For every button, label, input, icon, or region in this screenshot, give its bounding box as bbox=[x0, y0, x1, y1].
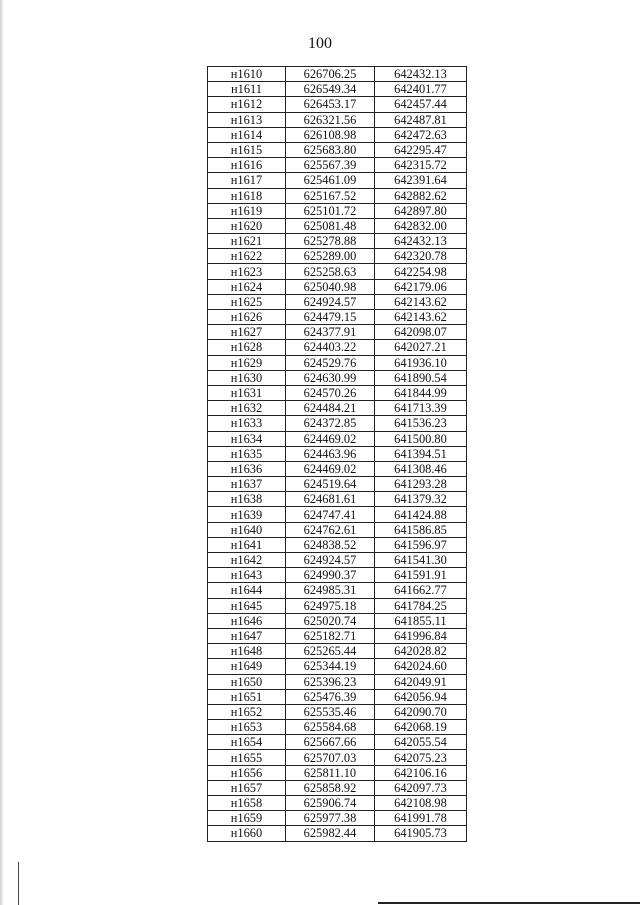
x-coordinate-cell: 625081.48 bbox=[286, 218, 375, 233]
table-row bbox=[208, 294, 467, 309]
point-id-cell: н1637 bbox=[208, 477, 286, 492]
y-coordinate-cell: 641536.23 bbox=[375, 416, 467, 431]
point-id-cell: н1619 bbox=[208, 203, 286, 218]
scan-edge-left bbox=[0, 0, 4, 905]
table-row bbox=[208, 704, 467, 719]
point-id-cell: н1617 bbox=[208, 173, 286, 188]
y-coordinate-cell: 642108.98 bbox=[375, 796, 467, 811]
table-row bbox=[208, 553, 467, 568]
point-id-cell: н1646 bbox=[208, 613, 286, 628]
y-coordinate-cell: 642075.23 bbox=[375, 750, 467, 765]
x-coordinate-cell: 625167.52 bbox=[286, 188, 375, 203]
x-coordinate-cell: 625289.00 bbox=[286, 249, 375, 264]
table-row bbox=[208, 598, 467, 613]
x-coordinate-cell: 624838.52 bbox=[286, 537, 375, 552]
point-id-cell: н1659 bbox=[208, 811, 286, 826]
y-coordinate-cell: 641905.73 bbox=[375, 826, 467, 841]
y-coordinate-cell: 641424.88 bbox=[375, 507, 467, 522]
x-coordinate-cell: 625584.68 bbox=[286, 720, 375, 735]
table-row bbox=[208, 689, 467, 704]
table-row bbox=[208, 127, 467, 142]
y-coordinate-cell: 642401.77 bbox=[375, 82, 467, 97]
point-id-cell: н1615 bbox=[208, 142, 286, 157]
x-coordinate-cell: 624570.26 bbox=[286, 385, 375, 400]
y-coordinate-cell: 642106.16 bbox=[375, 765, 467, 780]
x-coordinate-cell: 624469.02 bbox=[286, 431, 375, 446]
x-coordinate-cell: 625278.88 bbox=[286, 234, 375, 249]
x-coordinate-cell: 626108.98 bbox=[286, 127, 375, 142]
table-row bbox=[208, 385, 467, 400]
y-coordinate-cell: 642320.78 bbox=[375, 249, 467, 264]
point-id-cell: н1613 bbox=[208, 112, 286, 127]
point-id-cell: н1653 bbox=[208, 720, 286, 735]
y-coordinate-cell: 642295.47 bbox=[375, 142, 467, 157]
point-id-cell: н1643 bbox=[208, 568, 286, 583]
x-coordinate-cell: 625101.72 bbox=[286, 203, 375, 218]
point-id-cell: н1627 bbox=[208, 325, 286, 340]
y-coordinate-cell: 641586.85 bbox=[375, 522, 467, 537]
x-coordinate-cell: 624519.64 bbox=[286, 477, 375, 492]
table-row bbox=[208, 264, 467, 279]
table-row bbox=[208, 750, 467, 765]
y-coordinate-cell: 642487.81 bbox=[375, 112, 467, 127]
table-row bbox=[208, 158, 467, 173]
table-row bbox=[208, 583, 467, 598]
point-id-cell: н1611 bbox=[208, 82, 286, 97]
x-coordinate-cell: 625683.80 bbox=[286, 142, 375, 157]
scan-line-left bbox=[18, 862, 19, 905]
x-coordinate-cell: 624529.76 bbox=[286, 355, 375, 370]
table-row bbox=[208, 628, 467, 643]
table-row bbox=[208, 674, 467, 689]
x-coordinate-cell: 625020.74 bbox=[286, 613, 375, 628]
y-coordinate-cell: 641996.84 bbox=[375, 628, 467, 643]
x-coordinate-cell: 625535.46 bbox=[286, 704, 375, 719]
x-coordinate-cell: 625461.09 bbox=[286, 173, 375, 188]
y-coordinate-cell: 642090.70 bbox=[375, 704, 467, 719]
table-row bbox=[208, 659, 467, 674]
scan-line-bottom bbox=[378, 902, 640, 904]
point-id-cell: н1650 bbox=[208, 674, 286, 689]
y-coordinate-cell: 642028.82 bbox=[375, 644, 467, 659]
point-id-cell: н1624 bbox=[208, 279, 286, 294]
point-id-cell: н1651 bbox=[208, 689, 286, 704]
point-id-cell: н1647 bbox=[208, 628, 286, 643]
point-id-cell: н1616 bbox=[208, 158, 286, 173]
point-id-cell: н1614 bbox=[208, 127, 286, 142]
point-id-cell: н1641 bbox=[208, 537, 286, 552]
x-coordinate-cell: 624403.22 bbox=[286, 340, 375, 355]
point-id-cell: н1639 bbox=[208, 507, 286, 522]
table-row bbox=[208, 355, 467, 370]
y-coordinate-cell: 642432.13 bbox=[375, 234, 467, 249]
point-id-cell: н1660 bbox=[208, 826, 286, 841]
point-id-cell: н1636 bbox=[208, 461, 286, 476]
y-coordinate-cell: 642068.19 bbox=[375, 720, 467, 735]
x-coordinate-cell: 625906.74 bbox=[286, 796, 375, 811]
y-coordinate-cell: 642056.94 bbox=[375, 689, 467, 704]
x-coordinate-cell: 624372.85 bbox=[286, 416, 375, 431]
x-coordinate-cell: 624469.02 bbox=[286, 461, 375, 476]
x-coordinate-cell: 624463.96 bbox=[286, 446, 375, 461]
table-row bbox=[208, 522, 467, 537]
x-coordinate-cell: 625396.23 bbox=[286, 674, 375, 689]
point-id-cell: н1635 bbox=[208, 446, 286, 461]
table-row bbox=[208, 67, 467, 82]
x-coordinate-cell: 624762.61 bbox=[286, 522, 375, 537]
x-coordinate-cell: 626321.56 bbox=[286, 112, 375, 127]
y-coordinate-cell: 642457.44 bbox=[375, 97, 467, 112]
x-coordinate-cell: 624479.15 bbox=[286, 310, 375, 325]
point-id-cell: н1658 bbox=[208, 796, 286, 811]
x-coordinate-cell: 624747.41 bbox=[286, 507, 375, 522]
point-id-cell: н1618 bbox=[208, 188, 286, 203]
x-coordinate-cell: 626549.34 bbox=[286, 82, 375, 97]
point-id-cell: н1633 bbox=[208, 416, 286, 431]
x-coordinate-cell: 624924.57 bbox=[286, 294, 375, 309]
table-row bbox=[208, 188, 467, 203]
x-coordinate-cell: 624681.61 bbox=[286, 492, 375, 507]
y-coordinate-cell: 642391.64 bbox=[375, 173, 467, 188]
table-row bbox=[208, 401, 467, 416]
x-coordinate-cell: 625258.63 bbox=[286, 264, 375, 279]
x-coordinate-cell: 625977.38 bbox=[286, 811, 375, 826]
y-coordinate-cell: 642024.60 bbox=[375, 659, 467, 674]
table-row bbox=[208, 446, 467, 461]
y-coordinate-cell: 642055.54 bbox=[375, 735, 467, 750]
table-row bbox=[208, 537, 467, 552]
table-row bbox=[208, 507, 467, 522]
y-coordinate-cell: 642315.72 bbox=[375, 158, 467, 173]
point-id-cell: н1648 bbox=[208, 644, 286, 659]
x-coordinate-cell: 624484.21 bbox=[286, 401, 375, 416]
y-coordinate-cell: 642049.91 bbox=[375, 674, 467, 689]
point-id-cell: н1625 bbox=[208, 294, 286, 309]
coordinates-table bbox=[207, 66, 467, 842]
y-coordinate-cell: 641713.39 bbox=[375, 401, 467, 416]
y-coordinate-cell: 642179.06 bbox=[375, 279, 467, 294]
x-coordinate-cell: 625707.03 bbox=[286, 750, 375, 765]
y-coordinate-cell: 641308.46 bbox=[375, 461, 467, 476]
table-row bbox=[208, 340, 467, 355]
x-coordinate-cell: 624975.18 bbox=[286, 598, 375, 613]
point-id-cell: н1621 bbox=[208, 234, 286, 249]
table-row bbox=[208, 735, 467, 750]
x-coordinate-cell: 625567.39 bbox=[286, 158, 375, 173]
y-coordinate-cell: 641991.78 bbox=[375, 811, 467, 826]
table-row bbox=[208, 796, 467, 811]
x-coordinate-cell: 625982.44 bbox=[286, 826, 375, 841]
coordinates-table-body bbox=[208, 67, 467, 842]
y-coordinate-cell: 641379.32 bbox=[375, 492, 467, 507]
table-row bbox=[208, 780, 467, 795]
y-coordinate-cell: 641844.99 bbox=[375, 385, 467, 400]
table-row bbox=[208, 82, 467, 97]
point-id-cell: н1632 bbox=[208, 401, 286, 416]
point-id-cell: н1622 bbox=[208, 249, 286, 264]
x-coordinate-cell: 624630.99 bbox=[286, 370, 375, 385]
point-id-cell: н1642 bbox=[208, 553, 286, 568]
point-id-cell: н1629 bbox=[208, 355, 286, 370]
table-row bbox=[208, 218, 467, 233]
table-row bbox=[208, 765, 467, 780]
x-coordinate-cell: 625182.71 bbox=[286, 628, 375, 643]
x-coordinate-cell: 624377.91 bbox=[286, 325, 375, 340]
table-row bbox=[208, 461, 467, 476]
table-row bbox=[208, 279, 467, 294]
y-coordinate-cell: 642882.62 bbox=[375, 188, 467, 203]
x-coordinate-cell: 625858.92 bbox=[286, 780, 375, 795]
y-coordinate-cell: 642832.00 bbox=[375, 218, 467, 233]
table-row bbox=[208, 416, 467, 431]
y-coordinate-cell: 642472.63 bbox=[375, 127, 467, 142]
point-id-cell: н1628 bbox=[208, 340, 286, 355]
y-coordinate-cell: 641855.11 bbox=[375, 613, 467, 628]
table-row bbox=[208, 173, 467, 188]
x-coordinate-cell: 625344.19 bbox=[286, 659, 375, 674]
table-row bbox=[208, 720, 467, 735]
table-row bbox=[208, 203, 467, 218]
table-row bbox=[208, 234, 467, 249]
y-coordinate-cell: 641591.91 bbox=[375, 568, 467, 583]
y-coordinate-cell: 641541.30 bbox=[375, 553, 467, 568]
y-coordinate-cell: 641890.54 bbox=[375, 370, 467, 385]
table-row bbox=[208, 310, 467, 325]
y-coordinate-cell: 641394.51 bbox=[375, 446, 467, 461]
y-coordinate-cell: 642027.21 bbox=[375, 340, 467, 355]
page-number: 100 bbox=[308, 35, 332, 52]
table-row bbox=[208, 431, 467, 446]
table-row bbox=[208, 477, 467, 492]
y-coordinate-cell: 642098.07 bbox=[375, 325, 467, 340]
x-coordinate-cell: 624985.31 bbox=[286, 583, 375, 598]
x-coordinate-cell: 625040.98 bbox=[286, 279, 375, 294]
y-coordinate-cell: 642897.80 bbox=[375, 203, 467, 218]
point-id-cell: н1630 bbox=[208, 370, 286, 385]
point-id-cell: н1623 bbox=[208, 264, 286, 279]
point-id-cell: н1654 bbox=[208, 735, 286, 750]
point-id-cell: н1649 bbox=[208, 659, 286, 674]
x-coordinate-cell: 625265.44 bbox=[286, 644, 375, 659]
point-id-cell: н1620 bbox=[208, 218, 286, 233]
x-coordinate-cell: 626706.25 bbox=[286, 67, 375, 82]
y-coordinate-cell: 641500.80 bbox=[375, 431, 467, 446]
point-id-cell: н1626 bbox=[208, 310, 286, 325]
x-coordinate-cell: 625476.39 bbox=[286, 689, 375, 704]
y-coordinate-cell: 642432.13 bbox=[375, 67, 467, 82]
table-row bbox=[208, 826, 467, 841]
point-id-cell: н1652 bbox=[208, 704, 286, 719]
y-coordinate-cell: 642097.73 bbox=[375, 780, 467, 795]
table-row bbox=[208, 112, 467, 127]
point-id-cell: н1638 bbox=[208, 492, 286, 507]
table-row bbox=[208, 568, 467, 583]
point-id-cell: н1631 bbox=[208, 385, 286, 400]
y-coordinate-cell: 642143.62 bbox=[375, 310, 467, 325]
table-row bbox=[208, 142, 467, 157]
table-row bbox=[208, 613, 467, 628]
point-id-cell: н1640 bbox=[208, 522, 286, 537]
x-coordinate-cell: 624924.57 bbox=[286, 553, 375, 568]
point-id-cell: н1634 bbox=[208, 431, 286, 446]
table-row bbox=[208, 644, 467, 659]
x-coordinate-cell: 626453.17 bbox=[286, 97, 375, 112]
table-row bbox=[208, 492, 467, 507]
y-coordinate-cell: 641784.25 bbox=[375, 598, 467, 613]
table-row bbox=[208, 370, 467, 385]
y-coordinate-cell: 641596.97 bbox=[375, 537, 467, 552]
x-coordinate-cell: 625811.10 bbox=[286, 765, 375, 780]
table-row bbox=[208, 97, 467, 112]
point-id-cell: н1645 bbox=[208, 598, 286, 613]
point-id-cell: н1612 bbox=[208, 97, 286, 112]
point-id-cell: н1657 bbox=[208, 780, 286, 795]
x-coordinate-cell: 624990.37 bbox=[286, 568, 375, 583]
x-coordinate-cell: 625667.66 bbox=[286, 735, 375, 750]
point-id-cell: н1655 bbox=[208, 750, 286, 765]
y-coordinate-cell: 642254.98 bbox=[375, 264, 467, 279]
y-coordinate-cell: 641662.77 bbox=[375, 583, 467, 598]
table-row bbox=[208, 811, 467, 826]
y-coordinate-cell: 641936.10 bbox=[375, 355, 467, 370]
table-row bbox=[208, 325, 467, 340]
point-id-cell: н1656 bbox=[208, 765, 286, 780]
y-coordinate-cell: 641293.28 bbox=[375, 477, 467, 492]
table-row bbox=[208, 249, 467, 264]
y-coordinate-cell: 642143.62 bbox=[375, 294, 467, 309]
point-id-cell: н1644 bbox=[208, 583, 286, 598]
point-id-cell: н1610 bbox=[208, 67, 286, 82]
